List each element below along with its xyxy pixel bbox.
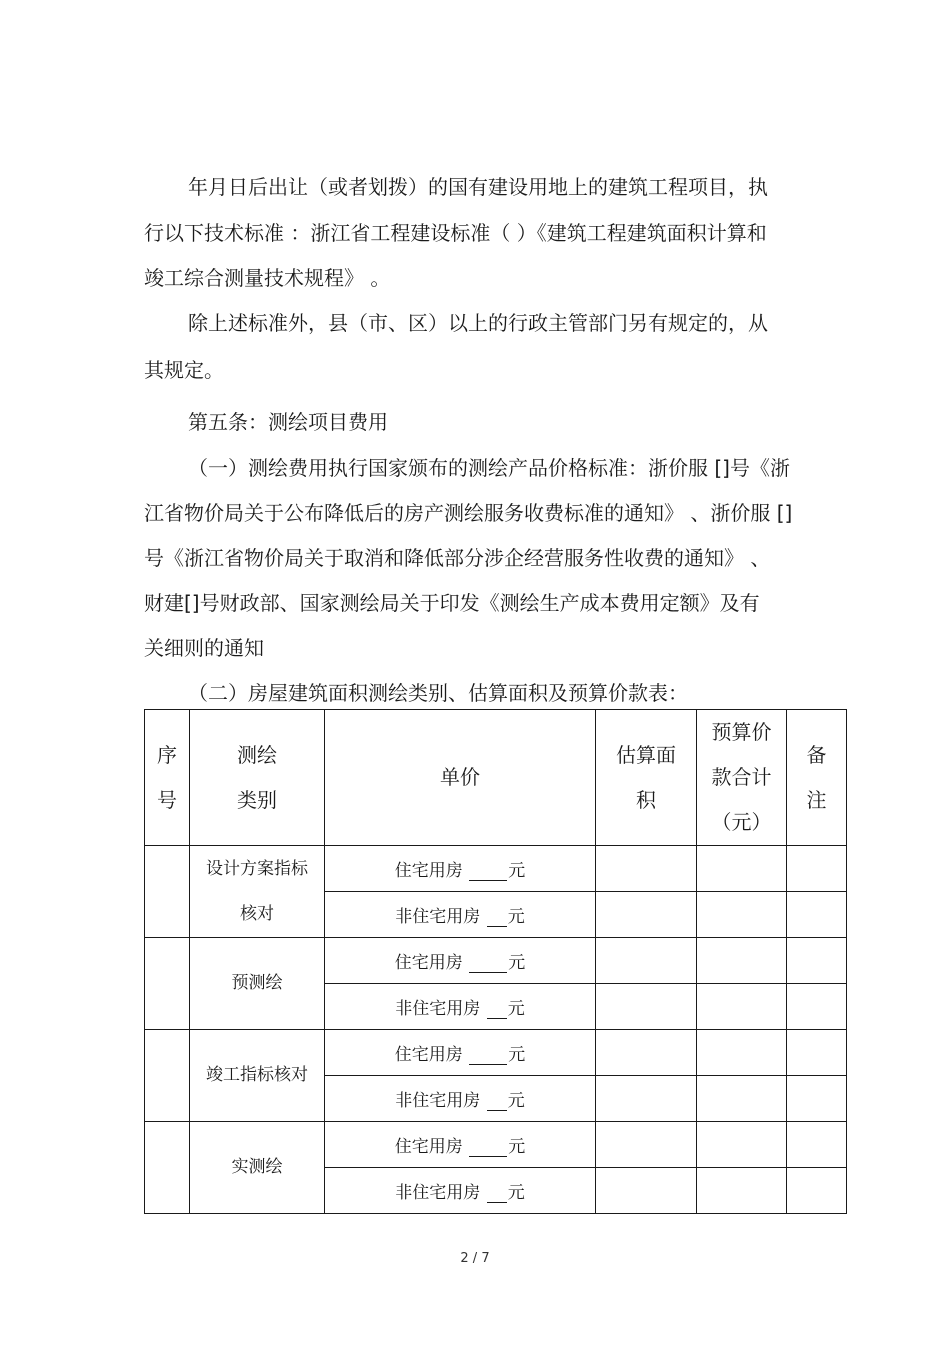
price-label: 非住宅用房 (395, 999, 481, 1019)
unit-label: 元 (507, 907, 525, 927)
header-seq (145, 710, 190, 846)
price-cell-nonresidential (325, 984, 596, 1030)
header-seq-line: 号 (157, 787, 177, 812)
remarks-cell[interactable] (787, 846, 847, 892)
budget-cell[interactable] (697, 1168, 787, 1214)
blank-field[interactable] (469, 862, 507, 881)
area-cell[interactable] (596, 1122, 697, 1168)
blank-field[interactable] (487, 1092, 507, 1111)
price-label: 非住宅用房 (395, 1183, 481, 1203)
remarks-cell[interactable] (787, 1076, 847, 1122)
area-cell[interactable] (596, 1076, 697, 1122)
paragraph-line: 竣工综合测量技术规程》 。 (144, 266, 391, 290)
category-line: 核对 (240, 903, 274, 924)
budget-cell[interactable] (697, 892, 787, 938)
header-budget-line: （元） (711, 810, 772, 834)
price-label: 非住宅用房 (395, 907, 481, 927)
header-budget-line: 预算价 (711, 720, 772, 744)
paragraph-line: 江省物价局关于公布降低后的房产测绘服务收费标准的通知》 、浙价服 [] (144, 501, 793, 525)
unit-label: 元 (507, 999, 525, 1019)
header-seq-line: 序 (157, 742, 177, 767)
unit-label: 元 (508, 861, 526, 881)
blank-field[interactable] (469, 954, 507, 973)
header-remarks-line: 备 (806, 742, 827, 767)
page-number: 2 / 7 (460, 1251, 490, 1266)
budget-cell[interactable] (697, 938, 787, 984)
table-row (145, 1030, 847, 1076)
header-unit-price: 单价 (325, 710, 596, 846)
budget-cell[interactable] (697, 1030, 787, 1076)
remarks-cell[interactable] (787, 1168, 847, 1214)
paragraph-line: 除上述标准外，县（市、区）以上的行政主管部门另有规定的，从 (188, 311, 768, 335)
price-cell-residential (325, 846, 596, 892)
seq-cell (145, 1122, 190, 1214)
seq-cell (145, 938, 190, 1030)
budget-cell[interactable] (697, 1076, 787, 1122)
price-label: 非住宅用房 (395, 1091, 481, 1111)
budget-cell[interactable] (697, 1122, 787, 1168)
header-category-line: 类别 (237, 787, 277, 812)
header-category-line: 测绘 (237, 742, 277, 767)
header-budget-line: 款合计 (711, 765, 772, 789)
area-cell[interactable] (596, 984, 697, 1030)
paragraph-line: 号《浙江省物价局关于取消和降低部分涉企经营服务性收费的通知》 、 (144, 546, 771, 570)
paragraph-line: 行以下技术标准 ：浙江省工程建设标准（ ）《建筑工程建筑面积计算和 (144, 221, 767, 245)
remarks-cell[interactable] (787, 1122, 847, 1168)
unit-label: 元 (507, 1183, 525, 1203)
price-cell-nonresidential (325, 1168, 596, 1214)
table-row (145, 846, 847, 892)
area-cell[interactable] (596, 846, 697, 892)
blank-field[interactable] (487, 1184, 507, 1203)
unit-label: 元 (508, 1137, 526, 1157)
budget-cell[interactable] (697, 846, 787, 892)
price-cell-nonresidential (325, 1076, 596, 1122)
paragraph-line: 财建[]号财政部、国家测绘局关于印发《测绘生产成本费用定额》及有 (144, 591, 760, 615)
paragraph-line: （一）测绘费用执行国家颁布的测绘产品价格标准：浙价服 []号《浙 (188, 456, 790, 480)
category-cell: 预测绘 (190, 938, 325, 1030)
paragraph-line: 关细则的通知 (144, 636, 264, 660)
unit-label: 元 (508, 1045, 526, 1065)
blank-field[interactable] (469, 1138, 507, 1157)
header-category (190, 710, 325, 846)
header-budget-total (697, 710, 787, 846)
price-label: 住宅用房 (394, 861, 463, 881)
area-cell[interactable] (596, 1168, 697, 1214)
table-caption: （二）房屋建筑面积测绘类别、估算面积及预算价款表： (188, 681, 688, 705)
price-cell-residential (325, 1030, 596, 1076)
budget-cell[interactable] (697, 984, 787, 1030)
paragraph-line: 其规定。 (144, 358, 224, 382)
price-cell-nonresidential (325, 892, 596, 938)
price-cell-residential (325, 1122, 596, 1168)
unit-label: 元 (508, 953, 526, 973)
table-header-row (145, 710, 847, 846)
blank-field[interactable] (487, 1000, 507, 1019)
category-line: 设计方案指标 (206, 858, 308, 879)
section-heading: 第五条：测绘项目费用 (188, 410, 388, 434)
category-cell: 实测绘 (190, 1122, 325, 1214)
area-cell[interactable] (596, 892, 697, 938)
area-cell[interactable] (596, 938, 697, 984)
seq-cell (145, 846, 190, 938)
price-label: 住宅用房 (394, 953, 463, 973)
blank-field[interactable] (487, 908, 507, 927)
header-estimated-area (596, 710, 697, 846)
remarks-cell[interactable] (787, 984, 847, 1030)
price-label: 住宅用房 (394, 1045, 463, 1065)
category-cell (190, 846, 325, 938)
unit-label: 元 (507, 1091, 525, 1111)
seq-cell (145, 1030, 190, 1122)
category-cell: 竣工指标核对 (190, 1030, 325, 1122)
table-row (145, 938, 847, 984)
remarks-cell[interactable] (787, 938, 847, 984)
area-cell[interactable] (596, 1030, 697, 1076)
price-label: 住宅用房 (394, 1137, 463, 1157)
paragraph-line: 年月日后出让（或者划拨）的国有建设用地上的建筑工程项目，执 (188, 175, 768, 199)
header-remarks (787, 710, 847, 846)
remarks-cell[interactable] (787, 1030, 847, 1076)
header-remarks-line: 注 (806, 787, 827, 812)
table-row (145, 1122, 847, 1168)
budget-table (144, 709, 847, 1214)
price-cell-residential (325, 938, 596, 984)
header-area-line: 估算面 (616, 742, 676, 767)
remarks-cell[interactable] (787, 892, 847, 938)
header-area-line: 积 (636, 787, 656, 812)
blank-field[interactable] (469, 1046, 507, 1065)
